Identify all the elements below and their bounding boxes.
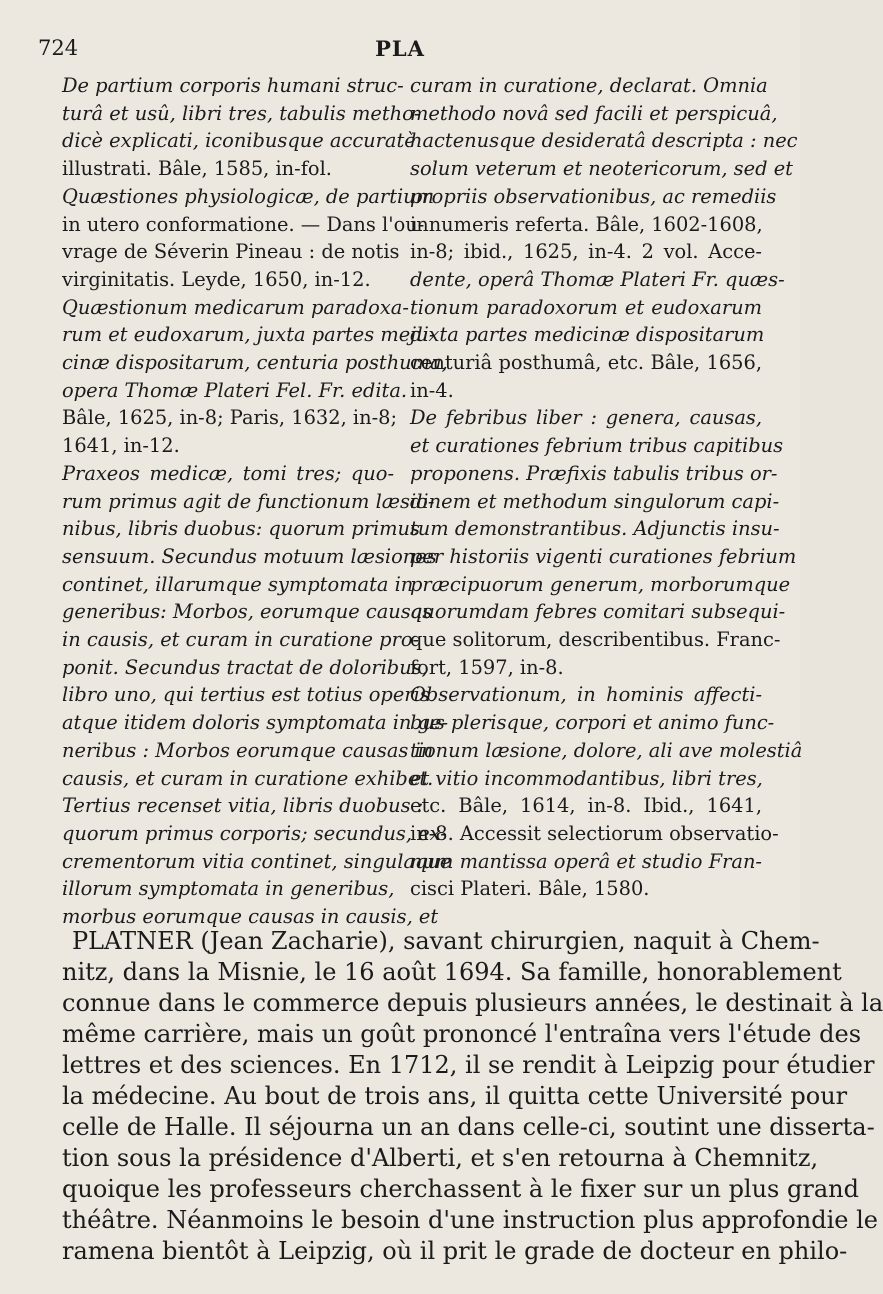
article-line: ramena bientôt à Leipzig, où il prit le grade de docteur en philo- xyxy=(62,1237,848,1265)
right-column-line: innumeris referta. Bâle, 1602-1608, xyxy=(410,212,763,236)
left-column-line: virginitatis. Leyde, 1650, in-12. xyxy=(62,267,371,291)
right-column-line: cisci Plateri. Bâle, 1580. xyxy=(410,877,650,901)
right-column-line: in-4. xyxy=(410,378,454,402)
left-column-line: ponit. Secundus tractat de doloribus, xyxy=(62,655,428,679)
left-column-line: rum primus agit de functionum læsio- xyxy=(62,489,435,513)
right-column-line: propriis observationibus, ac remediis xyxy=(410,184,777,208)
left-column-line: De partium corporis humani struc- xyxy=(62,74,404,97)
left-column-line: Quæstionum medicarum paradoxa- xyxy=(62,295,409,319)
left-column-line: illorum symptomata in generibus, xyxy=(62,877,395,901)
right-column-line: hactenusque desideratâ descripta : nec xyxy=(410,129,798,153)
right-column-line: juxta partes medicinæ dispositarum xyxy=(410,323,765,347)
left-column-line: Bâle, 1625, in-8; Paris, 1632, in-8; xyxy=(62,406,398,430)
right-column-line: curam in curatione, declarat. Omnia xyxy=(410,74,768,97)
left-column-line: in utero conformatione. — Dans l'ou- xyxy=(62,212,425,236)
left-column-line: morbus eorumque causas in causis, et xyxy=(62,905,439,929)
right-column-line: proponens. Præfixis tabulis tribus or- xyxy=(410,461,778,485)
left-column-line: atque itidem doloris symptomata in ge- xyxy=(62,711,449,735)
article-platner xyxy=(62,926,883,1267)
right-column-line: num mantissa operâ et studio Fran- xyxy=(410,849,762,873)
right-column-line: methodo novâ sed facili et perspicuâ, xyxy=(410,101,778,125)
right-column-line: De febribus liber : genera, causas, xyxy=(410,406,762,430)
article-line: connue dans le commerce depuis plusieurs années, le destinait à la xyxy=(62,989,883,1017)
left-column-line: causis, et curam in curatione exhibet. xyxy=(62,766,434,790)
left-column-line: quorum primus corporis; secundus, ex- xyxy=(62,821,447,845)
right-column-line: solum veterum et neotericorum, sed et xyxy=(410,157,793,181)
page-number: 724 xyxy=(38,36,79,60)
left-column-line: continet, illarumque symptomata in xyxy=(62,572,414,596)
left-column-line: crementorum vitia continet, singulaque xyxy=(62,849,452,873)
article-line: lettres et des sciences. En 1712, il se rendit à Leipzig pour étudier xyxy=(62,1051,875,1079)
left-column-line: libro uno, qui tertius est totius operis xyxy=(62,683,430,707)
article-line: PLATNER (Jean Zacharie), savant chirurgien, naquit à Chem- xyxy=(72,927,820,955)
article-line: celle de Halle. Il séjourna un an dans celle-ci, soutint une disserta- xyxy=(62,1113,875,1141)
article-line: même carrière, mais un goût prononcé l'entraîna vers l'étude des xyxy=(62,1020,862,1048)
right-column-line: in-8; ibid., 1625, in-4. 2 vol. Acce- xyxy=(410,240,762,264)
right-column-line: tum demonstrantibus. Adjunctis insu- xyxy=(410,517,780,541)
right-column-line: quorumdam febres comitari subsequi- xyxy=(410,600,786,624)
right-column-line: præcipuorum generum, morborumque xyxy=(410,572,791,596)
left-column-line: Praxeos medicæ, tomi tres; quo- xyxy=(62,461,394,485)
right-column xyxy=(410,72,803,903)
left-column-line: generibus: Morbos, eorumque causas xyxy=(62,600,433,624)
left-column-line: rum et eudoxarum, juxta partes medi- xyxy=(62,323,436,347)
left-column-line: vrage de Séverin Pineau : de notis xyxy=(62,240,400,264)
right-column-line: in-8. Accessit selectiorum observatio- xyxy=(410,821,779,845)
right-column-line: bus plerisque, corpori et animo func- xyxy=(410,711,775,735)
right-column-line: et curationes febrium tribus capitibus xyxy=(410,434,784,458)
article-line: théâtre. Néanmoins le besoin d'une instruction plus approfondie le xyxy=(62,1206,879,1234)
right-column-line: centuriâ posthumâ, etc. Bâle, 1656, xyxy=(410,351,762,375)
right-column-line: etc. Bâle, 1614, in-8. Ibid., 1641, xyxy=(410,794,762,818)
left-column-line: dicè explicati, iconibusque accuratè xyxy=(62,129,416,153)
left-column-line: neribus : Morbos eorumque causas in xyxy=(62,738,434,762)
running-head: PLA xyxy=(375,36,425,61)
page-header xyxy=(38,36,762,66)
left-column-line: 1641, in-12. xyxy=(62,434,180,458)
right-column-line: Observationum, in hominis affecti- xyxy=(410,683,762,707)
left-column-line: turâ et usû, libri tres, tabulis metho- xyxy=(62,101,421,125)
left-column-line: cinæ dispositarum, centuria posthuma, xyxy=(62,351,448,375)
left-column-line: sensuum. Secundus motuum læsiones xyxy=(62,544,437,568)
left-column-line: illustrati. Bâle, 1585, in-fol. xyxy=(62,157,332,181)
right-column-line: que solitorum, describentibus. Franc- xyxy=(410,628,781,652)
right-column-line: tionum paradoxorum et eudoxarum xyxy=(410,295,762,319)
left-column-line: nibus, libris duobus: quorum primus xyxy=(62,517,420,541)
right-column-line: dente, operâ Thomæ Plateri Fr. quæs- xyxy=(410,267,785,291)
right-column-line: per historiis vigenti curationes febrium xyxy=(410,544,797,568)
left-column-line: in causis, et curam in curatione pro- xyxy=(62,628,420,652)
article-line: la médecine. Au bout de trois ans, il quitta cette Université pour xyxy=(62,1082,848,1110)
article-line: nitz, dans la Misnie, le 16 août 1694. Sa famille, honorablement xyxy=(62,958,842,986)
article-line: tion sous la présidence d'Alberti, et s'en retourna à Chemnitz, xyxy=(62,1144,819,1172)
left-column-line: Quæstiones physiologicæ, de partium xyxy=(62,184,435,208)
right-column-line: dinem et methodum singulorum capi- xyxy=(410,489,780,513)
right-column-line: et vitio incommodantibus, libri tres, xyxy=(410,766,763,790)
left-column-line: opera Thomæ Plateri Fel. Fr. edita. xyxy=(62,378,408,402)
left-column-line: Tertius recenset vitia, libris duobus : xyxy=(62,794,424,818)
article-line: quoique les professeurs cherchassent à le fixer sur un plus grand xyxy=(62,1175,859,1203)
right-column-line: fort, 1597, in-8. xyxy=(410,655,564,679)
right-column-line: tionum læsione, dolore, ali ave molestiâ xyxy=(410,738,803,762)
